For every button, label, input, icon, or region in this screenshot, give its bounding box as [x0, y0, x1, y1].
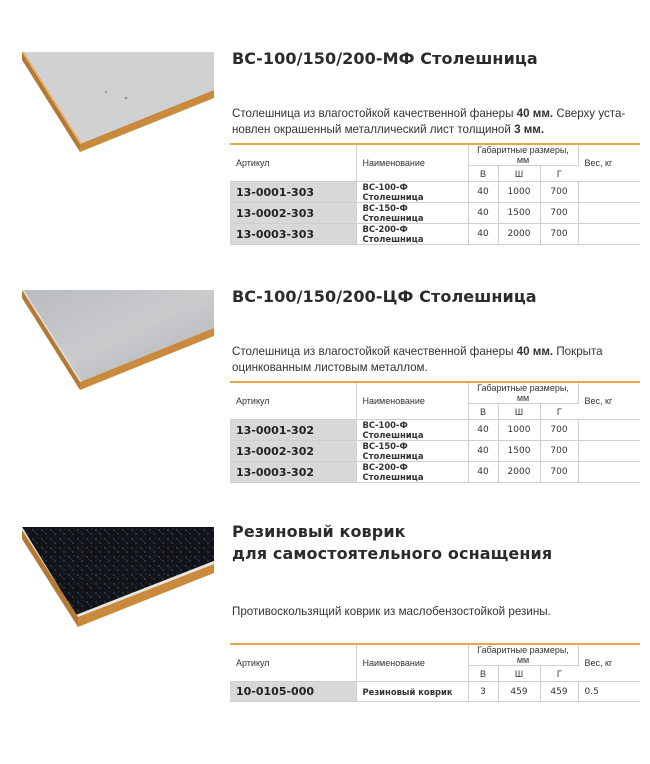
- name-cell: Резиновый коврик: [356, 682, 468, 702]
- header-depth: Г: [540, 404, 578, 420]
- width-cell: 1500: [498, 203, 540, 224]
- depth-cell: 700: [540, 182, 578, 203]
- height-cell: 40: [468, 182, 498, 203]
- article-cell: 13-0001-302: [230, 420, 356, 441]
- table-row: [230, 462, 640, 483]
- depth-cell: 700: [540, 224, 578, 245]
- name-cell: ВС-200-Ф Столешница: [356, 224, 468, 245]
- width-cell: 2000: [498, 224, 540, 245]
- weight-cell: [578, 224, 640, 245]
- header-dims: Габаритные размеры, мм: [468, 144, 578, 166]
- header-name: Наименование: [356, 382, 468, 420]
- article-cell: 10-0105-000: [230, 682, 356, 702]
- product-description: Столешница из влагостойкой качественной фанеры 40 мм. Сверху уста- новлен окрашенный металлический лист толщиной 3 мм.: [232, 107, 626, 136]
- name-cell: ВС-150-Ф Столешница: [356, 441, 468, 462]
- tabletop-cf-image: [22, 290, 214, 390]
- weight-cell: [578, 441, 640, 462]
- name-cell: ВС-150-Ф Столешница: [356, 203, 468, 224]
- header-width: Ш: [498, 404, 540, 420]
- weight-cell: [578, 203, 640, 224]
- table-row: [230, 441, 640, 462]
- article-cell: 13-0002-303: [230, 203, 356, 224]
- header-weight: Вес, кг: [578, 382, 640, 420]
- height-cell: 40: [468, 203, 498, 224]
- width-cell: 1000: [498, 420, 540, 441]
- article-cell: 13-0001-303: [230, 182, 356, 203]
- header-height: В: [468, 404, 498, 420]
- product-title: ВС-100/150/200-ЦФ Столешница: [232, 287, 537, 306]
- spec-table: [230, 643, 640, 702]
- width-cell: 1000: [498, 182, 540, 203]
- article-cell: 13-0002-302: [230, 441, 356, 462]
- name-cell: ВС-200-Ф Столешница: [356, 462, 468, 483]
- height-cell: 40: [468, 462, 498, 483]
- article-cell: 13-0003-303: [230, 224, 356, 245]
- name-cell: ВС-100-Ф Столешница: [356, 420, 468, 441]
- width-cell: 2000: [498, 462, 540, 483]
- header-height: В: [468, 166, 498, 182]
- depth-cell: 700: [540, 462, 578, 483]
- name-cell: ВС-100-Ф Столешница: [356, 182, 468, 203]
- header-name: Наименование: [356, 144, 468, 182]
- weight-cell: [578, 420, 640, 441]
- header-article: Артикул: [230, 144, 356, 182]
- height-cell: 3: [468, 682, 498, 702]
- depth-cell: 700: [540, 441, 578, 462]
- table-row: [230, 224, 640, 245]
- table-row: [230, 420, 640, 441]
- spec-table: [230, 381, 640, 483]
- weight-cell: [578, 182, 640, 203]
- header-weight: Вес, кг: [578, 644, 640, 682]
- depth-cell: 459: [540, 682, 578, 702]
- header-article: Артикул: [230, 382, 356, 420]
- header-article: Артикул: [230, 644, 356, 682]
- header-depth: Г: [540, 666, 578, 682]
- table-row: [230, 203, 640, 224]
- depth-cell: 700: [540, 203, 578, 224]
- header-dims: Габаритные размеры, мм: [468, 382, 578, 404]
- header-height: В: [468, 666, 498, 682]
- rubber-mat-image: [22, 527, 214, 627]
- spec-table: [230, 143, 640, 245]
- header-width: Ш: [498, 166, 540, 182]
- height-cell: 40: [468, 420, 498, 441]
- article-cell: 13-0003-302: [230, 462, 356, 483]
- table-row: [230, 182, 640, 203]
- header-depth: Г: [540, 166, 578, 182]
- product-description: Противоскользящий коврик из маслобензостойкой резины.: [232, 605, 551, 618]
- header-name: Наименование: [356, 644, 468, 682]
- width-cell: 1500: [498, 441, 540, 462]
- product-title: ВС-100/150/200-МФ Столешница: [232, 49, 538, 68]
- weight-cell: [578, 462, 640, 483]
- tabletop-mf-image: [22, 52, 214, 152]
- table-row: [230, 682, 640, 702]
- product-description: Столешница из влагостойкой качественной фанеры 40 мм. Покрыта оцинкованным листовым металлом.: [232, 345, 603, 374]
- height-cell: 40: [468, 441, 498, 462]
- header-width: Ш: [498, 666, 540, 682]
- weight-cell: 0.5: [578, 682, 640, 702]
- header-weight: Вес, кг: [578, 144, 640, 182]
- height-cell: 40: [468, 224, 498, 245]
- header-dims: Габаритные размеры, мм: [468, 644, 578, 666]
- width-cell: 459: [498, 682, 540, 702]
- depth-cell: 700: [540, 420, 578, 441]
- product-title: Резиновый коврик для самостоятельного оснащения: [232, 522, 553, 563]
